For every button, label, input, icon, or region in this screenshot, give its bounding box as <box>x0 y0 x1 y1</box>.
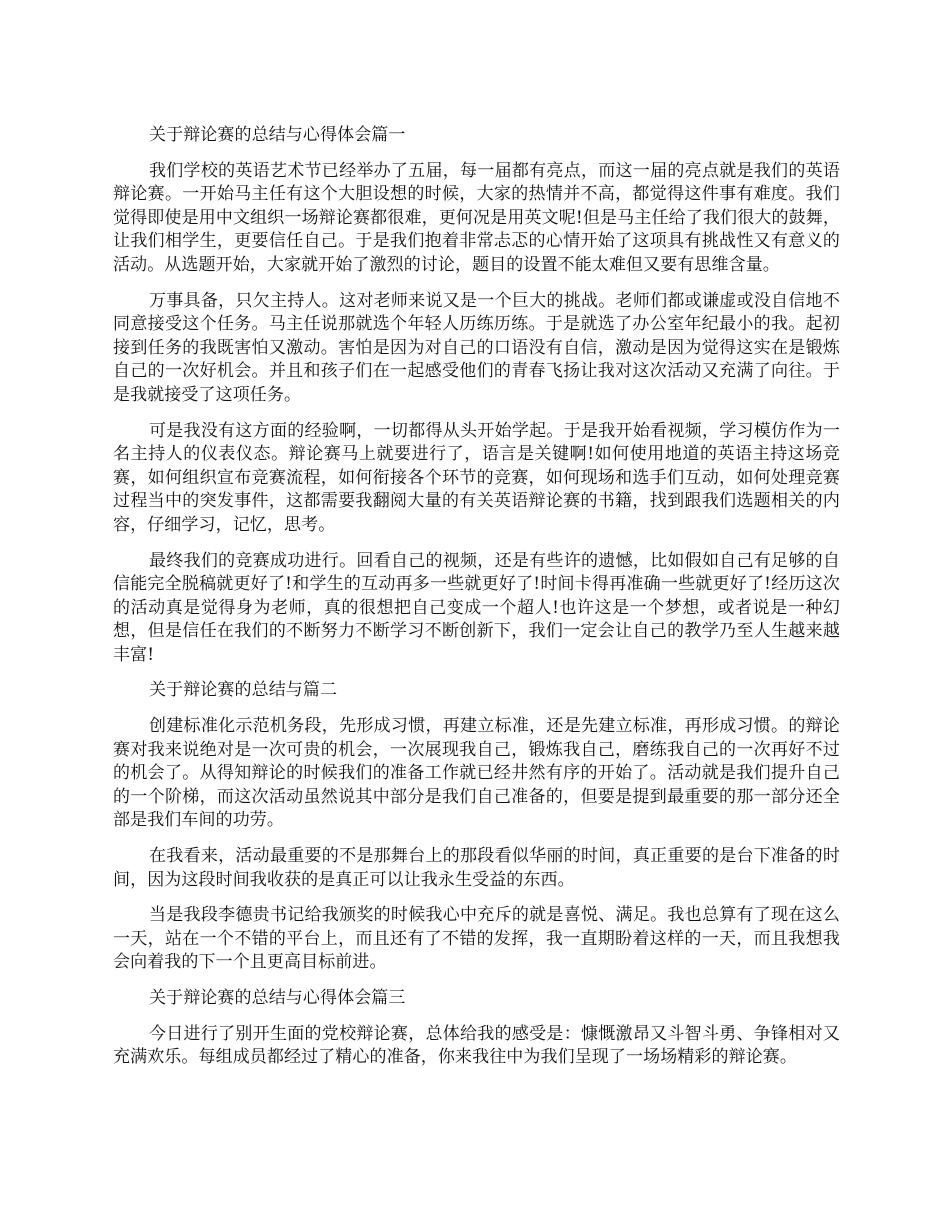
section-heading: 关于辩论赛的总结与心得体会篇三 <box>149 988 406 1008</box>
section-3 <box>113 987 840 1070</box>
paragraph: 万事具备，只欠主持人。这对老师来说又是一个巨大的挑战。老师们都或谦虚或没自信地不同意接受这个任务。马主任说那就选个年轻人历练历练。于是就选了办公室年纪最小的我。起初接到任务的我既害怕又激动。害怕是因为对自己的口语没有自信，激动是因为觉得这实在是锻炼自己的一次好机会。并且和孩子们在一起感受他们的青春飞扬让我对这次活动又充满了向往。于是我就接受了这项任务。 <box>113 290 840 405</box>
paragraph: 我们学校的英语艺术节已经举办了五届，每一届都有亮点，而这一届的亮点就是我们的英语辩论赛。一开始马主任有这个大胆设想的时候，大家的热情并不高，都觉得这件事有难度。我们觉得即使是用中文组织一场辩论赛都很难，更何况是用英文呢!但是马主任给了我们很大的鼓舞，让我们相学生，更要信任自己。于是我们抱着非常忐忑的心情开始了这项具有挑战性又有意义的活动。从选题开始，大家就开始了激烈的讨论，题目的设置不能太难但又要有思维含量。 <box>113 160 840 275</box>
section-heading: 关于辩论赛的总结与篇二 <box>149 680 338 701</box>
paragraph: 创建标准化示范机务段，先形成习惯，再建立标准，还是先建立标准，再形成习惯。的辩论赛对我来说绝对是一次可贵的机会，一次展现我自己，锻炼我自己，磨练我自己的一次再好不过的机会了。从得知辩论的时候我们的准备工作就已经井然有序的开始了。活动就是我们提升自己的一个阶梯，而这次活动虽然说其中部分是我们自己准备的，但要是提到最重要的那一部分还全部是我们车间的功劳。 <box>113 716 840 831</box>
document-page <box>113 124 840 1082</box>
paragraph: 在我看来，活动最重要的不是那舞台上的那段看似华丽的时间，真正重要的是台下准备的时间，因为这段时间我收获的是真正可以让我永生受益的东西。 <box>113 846 840 890</box>
paragraph: 今日进行了别开生面的党校辩论赛，总体给我的感受是：慷慨激昂又斗智斗勇、争锋相对又充满欢乐。每组成员都经过了精心的准备，你来我往中为我们呈现了一场场精彩的辩论赛。 <box>113 1023 840 1068</box>
section-1 <box>113 124 840 667</box>
section-heading: 关于辩论赛的总结与心得体会篇一 <box>149 125 406 145</box>
paragraph: 当是我段李德贵书记给我颁奖的时候我心中充斥的就是喜悦、满足。我也总算有了现在这么一天，站在一个不错的平台上，而且还有了不错的发挥，我一直期盼着这样的一天，而且我想我会向着我的下一个且更高目标前进。 <box>113 905 840 973</box>
section-2 <box>113 679 840 975</box>
paragraph: 最终我们的竞赛成功进行。回看自己的视频，还是有些许的遗憾，比如假如自己有足够的自信能完全脱稿就更好了!和学生的互动再多一些就更好了!时间卡得再准确一些就更好了!经历这次的活动真是觉得身为老师，真的很想把自己变成一个超人!也许这是一个梦想，或者说是一种幻想，但是信任在我们的不断努力不断学习不断创新下，我们一定会让自己的教学乃至人生越来越丰富! <box>113 550 840 665</box>
paragraph: 可是我没有这方面的经验啊，一切都得从头开始学起。于是我开始看视频，学习模仿作为一名主持人的仪表仪态。辩论赛马上就要进行了，语言是关键啊!如何使用地道的英语主持这场竞赛，如何组织宣布竞赛流程，如何衔接各个环节的竞赛，如何现场和选手们互动，如何处理竞赛过程当中的突发事件，这都需要我翻阅大量的有关英语辩论赛的书籍，找到跟我们选题相关的内容，仔细学习，记忆，思考。 <box>113 420 840 535</box>
